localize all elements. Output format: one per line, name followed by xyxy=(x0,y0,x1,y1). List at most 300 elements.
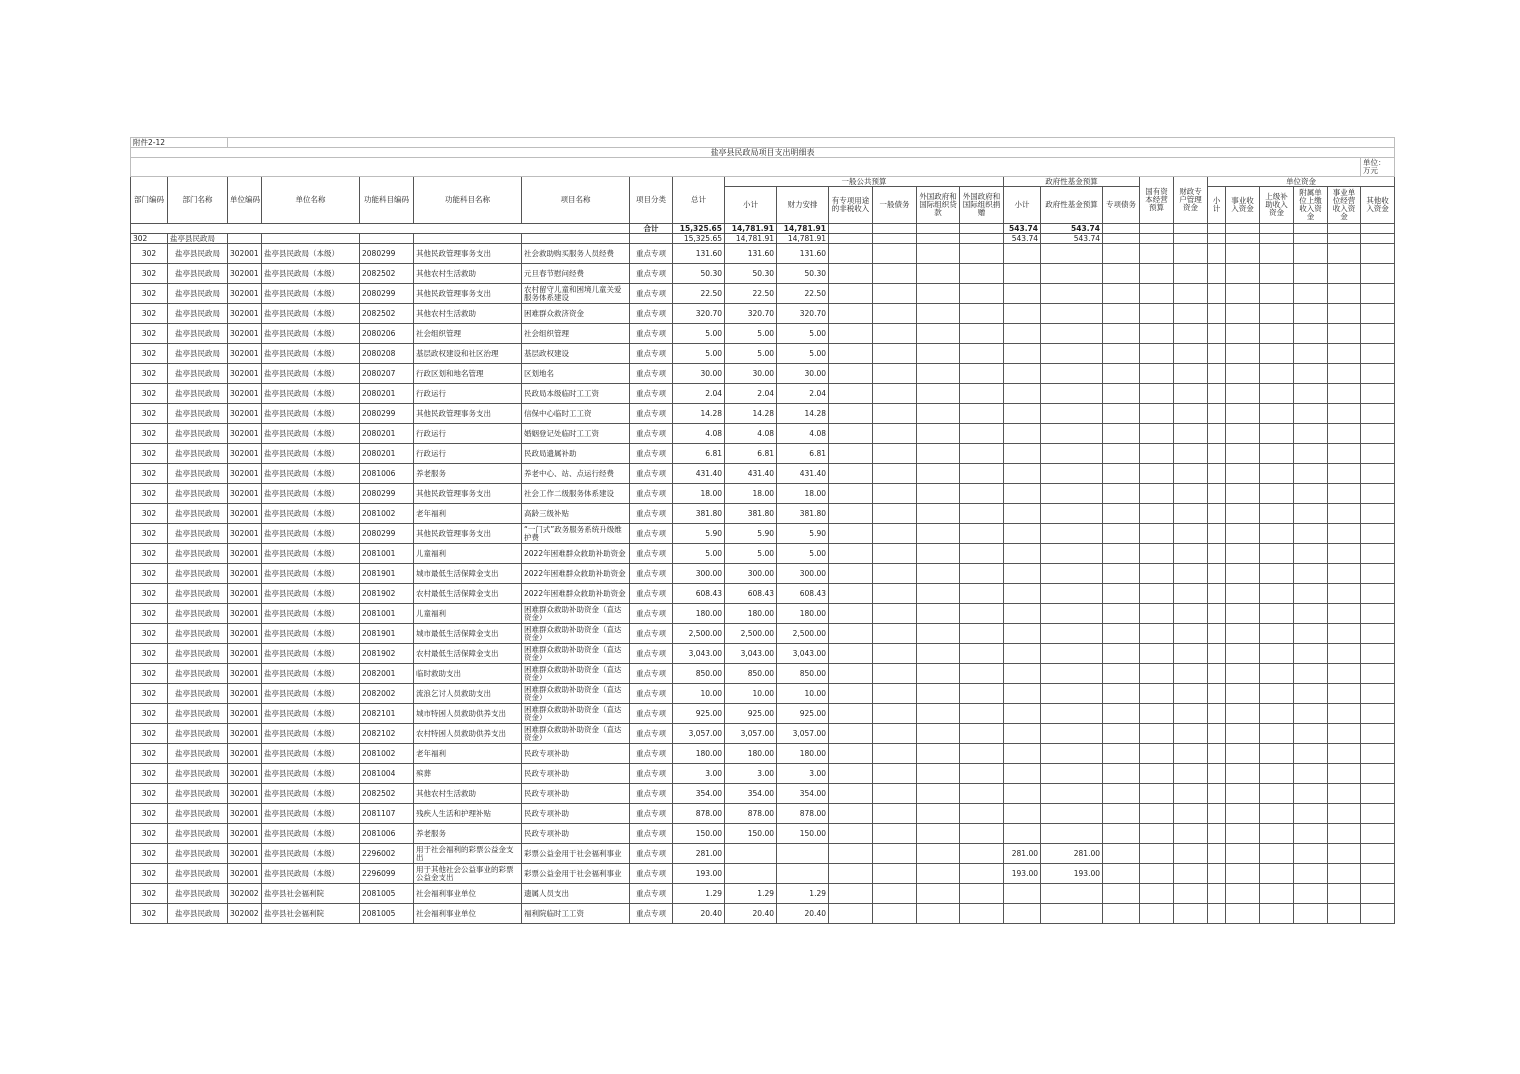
empty-cell xyxy=(1260,424,1294,444)
dept-code: 302 xyxy=(131,464,168,484)
empty-cell xyxy=(1226,504,1260,524)
empty-cell xyxy=(1361,544,1395,564)
empty-cell xyxy=(1174,264,1208,284)
amount-subtotal: 3,057.00 xyxy=(725,724,777,744)
func-code: 2082101 xyxy=(360,704,414,724)
empty-cell xyxy=(873,484,917,504)
dept-code: 302 xyxy=(131,284,168,304)
empty-cell xyxy=(1294,604,1328,624)
project-type: 重点专项 xyxy=(630,404,673,424)
empty-cell xyxy=(1208,804,1226,824)
empty-cell xyxy=(1208,504,1226,524)
func-name: 其他民政管理事务支出 xyxy=(414,404,522,424)
table-row xyxy=(131,884,1395,904)
amount-fund-subtotal xyxy=(1004,584,1041,604)
dept-code: 302 xyxy=(131,764,168,784)
empty-cell xyxy=(1226,564,1260,584)
unit-name: 盐亭县民政局（本级） xyxy=(262,584,360,604)
empty-cell xyxy=(829,604,873,624)
unit-name: 盐亭县民政局（本级） xyxy=(262,404,360,424)
empty-cell xyxy=(1361,684,1395,704)
amount-fund xyxy=(1041,424,1103,444)
amount-total: 2.04 xyxy=(673,384,725,404)
empty-cell xyxy=(960,764,1004,784)
empty-cell xyxy=(917,404,960,424)
empty-cell xyxy=(960,304,1004,324)
empty-cell xyxy=(1328,624,1361,644)
amount-total: 30.00 xyxy=(673,364,725,384)
amount-fin: 2,500.00 xyxy=(777,624,829,644)
empty-cell xyxy=(960,744,1004,764)
empty-cell xyxy=(1328,744,1361,764)
empty-cell xyxy=(1328,764,1361,784)
unit-code: 302001 xyxy=(228,844,262,864)
amount-fin: 320.70 xyxy=(777,304,829,324)
empty-cell xyxy=(1174,664,1208,684)
empty-cell xyxy=(1103,304,1140,324)
amount-fund-subtotal xyxy=(1004,504,1041,524)
empty-cell xyxy=(1361,664,1395,684)
empty-cell xyxy=(917,464,960,484)
project-type: 重点专项 xyxy=(630,464,673,484)
empty-cell xyxy=(1103,544,1140,564)
empty-cell xyxy=(873,604,917,624)
project-type: 重点专项 xyxy=(630,284,673,304)
empty-cell xyxy=(1140,664,1174,684)
empty-cell xyxy=(1294,804,1328,824)
amount-fund-subtotal xyxy=(1004,784,1041,804)
empty-cell xyxy=(917,844,960,864)
amount-fin: 878.00 xyxy=(777,804,829,824)
empty-cell xyxy=(873,704,917,724)
dept-name: 盐亭县民政局 xyxy=(168,704,228,724)
empty-cell xyxy=(1140,364,1174,384)
table-row xyxy=(131,704,1395,724)
total-amount: 15,325.65 xyxy=(673,224,725,234)
dept-name: 盐亭县民政局 xyxy=(168,744,228,764)
func-name: 农村最低生活保障金支出 xyxy=(414,644,522,664)
empty-cell xyxy=(1226,644,1260,664)
project-name: 福利院临时工工资 xyxy=(522,904,630,924)
unit-name: 盐亭县民政局（本级） xyxy=(262,444,360,464)
unit-code: 302001 xyxy=(228,384,262,404)
project-type: 重点专项 xyxy=(630,844,673,864)
unit-name: 盐亭县民政局（本级） xyxy=(262,764,360,784)
empty-cell xyxy=(1361,424,1395,444)
func-code: 2080299 xyxy=(360,404,414,424)
amount-total: 3,057.00 xyxy=(673,724,725,744)
amount-total: 20.40 xyxy=(673,904,725,924)
empty-cell xyxy=(1174,884,1208,904)
empty-cell xyxy=(1361,384,1395,404)
empty-cell xyxy=(1294,264,1328,284)
amount-fin: 5.90 xyxy=(777,524,829,544)
empty-cell xyxy=(829,904,873,924)
func-code: 2080207 xyxy=(360,364,414,384)
amount-fund xyxy=(1041,804,1103,824)
table-row xyxy=(131,284,1395,304)
empty-cell xyxy=(1103,844,1140,864)
project-name: 困难群众救济资金 xyxy=(522,304,630,324)
unit-code: 302001 xyxy=(228,464,262,484)
amount-total: 850.00 xyxy=(673,664,725,684)
empty-cell xyxy=(1103,404,1140,424)
empty-cell xyxy=(1328,364,1361,384)
project-type: 重点专项 xyxy=(630,384,673,404)
dept-name: 盐亭县民政局 xyxy=(168,684,228,704)
empty-cell xyxy=(1294,724,1328,744)
empty-cell xyxy=(1328,604,1361,624)
empty-cell xyxy=(960,244,1004,264)
func-name: 其他民政管理事务支出 xyxy=(414,484,522,504)
empty-cell xyxy=(873,424,917,444)
empty-cell xyxy=(960,284,1004,304)
empty-cell xyxy=(1294,284,1328,304)
empty-cell xyxy=(1328,684,1361,704)
dept-name: 盐亭县民政局 xyxy=(168,364,228,384)
project-type: 重点专项 xyxy=(630,264,673,284)
amount-subtotal: 50.30 xyxy=(725,264,777,284)
amount-total: 281.00 xyxy=(673,844,725,864)
empty-cell xyxy=(873,404,917,424)
dept-row xyxy=(131,234,1395,244)
project-type: 重点专项 xyxy=(630,724,673,744)
dept-name: 盐亭县民政局 xyxy=(168,564,228,584)
empty-cell xyxy=(1208,284,1226,304)
empty-cell xyxy=(1226,784,1260,804)
empty-cell xyxy=(1361,884,1395,904)
empty-cell xyxy=(960,424,1004,444)
empty-cell xyxy=(1140,644,1174,664)
dept-name: 盐亭县民政局 xyxy=(168,824,228,844)
amount-fund-subtotal xyxy=(1004,744,1041,764)
func-code: 2080299 xyxy=(360,244,414,264)
dept-code: 302 xyxy=(131,564,168,584)
empty-cell xyxy=(1208,744,1226,764)
empty-cell xyxy=(917,604,960,624)
amount-fund-subtotal xyxy=(1004,384,1041,404)
empty-cell xyxy=(1260,244,1294,264)
empty-cell xyxy=(960,844,1004,864)
amount-fund-subtotal xyxy=(1004,824,1041,844)
amount-fin: 6.81 xyxy=(777,444,829,464)
empty-cell xyxy=(1260,604,1294,624)
dept-fund: 543.74 xyxy=(1041,234,1103,244)
empty-cell xyxy=(873,624,917,644)
project-name: 社会救助购买服务人员经费 xyxy=(522,244,630,264)
table-row xyxy=(131,344,1395,364)
empty-cell xyxy=(829,764,873,784)
amount-fund: 193.00 xyxy=(1041,864,1103,884)
amount-fin: 381.80 xyxy=(777,504,829,524)
empty-cell xyxy=(960,624,1004,644)
empty-cell xyxy=(829,704,873,724)
table-row xyxy=(131,764,1395,784)
func-code: 2082001 xyxy=(360,664,414,684)
dept-code: 302 xyxy=(131,804,168,824)
empty-cell xyxy=(1361,844,1395,864)
empty-cell xyxy=(1140,724,1174,744)
col-header: 其他收入资金 xyxy=(1361,187,1395,224)
empty-cell xyxy=(1361,644,1395,664)
empty-cell xyxy=(1294,524,1328,544)
dept-code: 302 xyxy=(131,904,168,924)
amount-fund xyxy=(1041,484,1103,504)
empty-cell xyxy=(1140,564,1174,584)
amount-total: 381.80 xyxy=(673,504,725,524)
empty-cell xyxy=(1328,264,1361,284)
empty-cell xyxy=(873,344,917,364)
func-code: 2296099 xyxy=(360,864,414,884)
unit-code: 302001 xyxy=(228,744,262,764)
dept-code: 302 xyxy=(131,604,168,624)
empty-cell xyxy=(917,884,960,904)
func-code: 2081005 xyxy=(360,884,414,904)
empty-cell xyxy=(1103,664,1140,684)
dept-total: 15,325.65 xyxy=(673,234,725,244)
project-name: 社会工作二级服务体系建设 xyxy=(522,484,630,504)
table-row xyxy=(131,404,1395,424)
empty-cell xyxy=(829,664,873,684)
project-name: 民政专项补助 xyxy=(522,764,630,784)
func-code: 2080299 xyxy=(360,524,414,544)
empty-cell xyxy=(1174,324,1208,344)
unit-name: 盐亭县民政局（本级） xyxy=(262,784,360,804)
amount-total: 5.00 xyxy=(673,324,725,344)
amount-total: 925.00 xyxy=(673,704,725,724)
unit-code: 302001 xyxy=(228,284,262,304)
project-type: 重点专项 xyxy=(630,684,673,704)
func-name: 用于其他社会公益事业的彩票公益金支出 xyxy=(414,864,522,884)
empty-cell xyxy=(1140,244,1174,264)
amount-total: 878.00 xyxy=(673,804,725,824)
project-type: 重点专项 xyxy=(630,644,673,664)
table-row xyxy=(131,524,1395,544)
unit-code: 302001 xyxy=(228,344,262,364)
empty-cell xyxy=(1361,724,1395,744)
dept-name: 盐亭县民政局 xyxy=(168,484,228,504)
unit-name: 盐亭县民政局（本级） xyxy=(262,464,360,484)
dept-name: 盐亭县民政局 xyxy=(168,884,228,904)
empty-cell xyxy=(960,344,1004,364)
empty-cell xyxy=(829,324,873,344)
amount-subtotal: 150.00 xyxy=(725,824,777,844)
func-code: 2081001 xyxy=(360,604,414,624)
amount-fund-subtotal xyxy=(1004,264,1041,284)
amount-fund-subtotal: 281.00 xyxy=(1004,844,1041,864)
empty-cell xyxy=(960,784,1004,804)
empty-cell xyxy=(1208,304,1226,324)
amount-total: 431.40 xyxy=(673,464,725,484)
dept-code: 302 xyxy=(131,824,168,844)
amount-fund-subtotal xyxy=(1004,284,1041,304)
empty-cell xyxy=(1361,604,1395,624)
group-header-fund: 政府性基金预算 xyxy=(1004,177,1140,187)
empty-cell xyxy=(873,244,917,264)
func-name: 行政运行 xyxy=(414,424,522,444)
project-type: 重点专项 xyxy=(630,244,673,264)
func-code: 2082002 xyxy=(360,684,414,704)
empty-cell xyxy=(1140,824,1174,844)
amount-fin: 2.04 xyxy=(777,384,829,404)
empty-cell xyxy=(1226,284,1260,304)
empty-cell xyxy=(1226,604,1260,624)
dept-code: 302 xyxy=(131,704,168,724)
project-expense-table xyxy=(130,137,1395,924)
amount-fund xyxy=(1041,244,1103,264)
empty-cell xyxy=(1328,524,1361,544)
unit-code: 302001 xyxy=(228,444,262,464)
func-code: 2081006 xyxy=(360,824,414,844)
empty-cell xyxy=(1226,324,1260,344)
project-type: 重点专项 xyxy=(630,904,673,924)
func-name: 其他农村生活救助 xyxy=(414,784,522,804)
empty-cell xyxy=(1260,564,1294,584)
empty-cell xyxy=(1208,524,1226,544)
table-title: 盐亭县民政局项目支出明细表 xyxy=(131,148,1395,158)
empty-cell xyxy=(1361,344,1395,364)
unit-code: 302001 xyxy=(228,524,262,544)
project-type: 重点专项 xyxy=(630,604,673,624)
amount-subtotal: 1.29 xyxy=(725,884,777,904)
empty-cell xyxy=(1174,784,1208,804)
empty-cell xyxy=(1361,904,1395,924)
dept-name: 盐亭县民政局 xyxy=(168,264,228,284)
func-name: 老年福利 xyxy=(414,744,522,764)
project-name: 民政专项补助 xyxy=(522,824,630,844)
col-header: 单位编码 xyxy=(228,177,262,224)
empty-cell xyxy=(1208,324,1226,344)
unit-name: 盐亭县民政局（本级） xyxy=(262,424,360,444)
col-header: 政府性基金预算 xyxy=(1041,187,1103,224)
project-name: 民政局本级临时工工资 xyxy=(522,384,630,404)
project-name: “一门式”政务服务系统升级维护费 xyxy=(522,524,630,544)
empty-cell xyxy=(960,664,1004,684)
col-header: 小计 xyxy=(1208,187,1226,224)
empty-cell xyxy=(1226,444,1260,464)
empty-cell xyxy=(1226,424,1260,444)
dept-name: 盐亭县民政局 xyxy=(168,234,228,244)
empty-cell xyxy=(917,304,960,324)
project-name: 困难群众救助补助资金（直达资金） xyxy=(522,624,630,644)
amount-fund-subtotal xyxy=(1004,644,1041,664)
empty-cell xyxy=(960,864,1004,884)
amount-fin: 5.00 xyxy=(777,544,829,564)
project-type: 重点专项 xyxy=(630,744,673,764)
amount-total: 14.28 xyxy=(673,404,725,424)
unit-code: 302001 xyxy=(228,244,262,264)
table-row xyxy=(131,784,1395,804)
amount-subtotal: 300.00 xyxy=(725,564,777,584)
empty-cell xyxy=(1328,504,1361,524)
amount-fund xyxy=(1041,504,1103,524)
project-name: 2022年困难群众救助补助资金 xyxy=(522,584,630,604)
project-name: 困难群众救助补助资金（直达资金） xyxy=(522,704,630,724)
empty-cell xyxy=(917,904,960,924)
func-code: 2080299 xyxy=(360,484,414,504)
empty-cell xyxy=(1260,624,1294,644)
empty-cell xyxy=(1361,624,1395,644)
func-code: 2081901 xyxy=(360,624,414,644)
empty-cell xyxy=(1361,304,1395,324)
func-name: 基层政权建设和社区治理 xyxy=(414,344,522,364)
empty-cell xyxy=(873,304,917,324)
empty-cell xyxy=(1361,804,1395,824)
empty-cell xyxy=(1294,484,1328,504)
empty-cell xyxy=(1208,784,1226,804)
dept-code: 302 xyxy=(131,644,168,664)
empty-cell xyxy=(960,484,1004,504)
dept-name: 盐亭县民政局 xyxy=(168,644,228,664)
empty-cell xyxy=(1328,864,1361,884)
empty-cell xyxy=(1328,904,1361,924)
amount-subtotal xyxy=(725,864,777,884)
amount-total: 2,500.00 xyxy=(673,624,725,644)
amount-fund-subtotal xyxy=(1004,544,1041,564)
empty-cell xyxy=(1208,444,1226,464)
amount-total: 193.00 xyxy=(673,864,725,884)
project-type: 重点专项 xyxy=(630,624,673,644)
func-name: 儿童福利 xyxy=(414,604,522,624)
empty-cell xyxy=(829,544,873,564)
amount-fund-subtotal xyxy=(1004,364,1041,384)
col-header: 有专项用途的非税收入 xyxy=(829,187,873,224)
amount-subtotal: 3.00 xyxy=(725,764,777,784)
amount-fin: 300.00 xyxy=(777,564,829,584)
empty-cell xyxy=(1174,644,1208,664)
amount-total: 180.00 xyxy=(673,744,725,764)
empty-cell xyxy=(1294,444,1328,464)
amount-total: 150.00 xyxy=(673,824,725,844)
unit-name: 盐亭县民政局（本级） xyxy=(262,484,360,504)
empty-cell xyxy=(1226,544,1260,564)
func-name: 行政运行 xyxy=(414,384,522,404)
empty-cell xyxy=(829,824,873,844)
unit-name: 盐亭县民政局（本级） xyxy=(262,804,360,824)
empty-cell xyxy=(960,704,1004,724)
amount-subtotal: 3,043.00 xyxy=(725,644,777,664)
col-header: 项目名称 xyxy=(522,177,630,224)
dept-code: 302 xyxy=(131,324,168,344)
amount-subtotal: 431.40 xyxy=(725,464,777,484)
empty-cell xyxy=(1260,704,1294,724)
empty-cell xyxy=(1174,564,1208,584)
empty-cell xyxy=(1103,604,1140,624)
empty-cell xyxy=(917,804,960,824)
empty-cell xyxy=(960,564,1004,584)
amount-total: 5.00 xyxy=(673,544,725,564)
empty-cell xyxy=(829,424,873,444)
empty-cell xyxy=(1103,344,1140,364)
empty-cell xyxy=(1103,824,1140,844)
amount-fund-subtotal xyxy=(1004,484,1041,504)
project-name: 2022年困难群众救助补助资金 xyxy=(522,544,630,564)
empty-cell xyxy=(1208,344,1226,364)
empty-cell xyxy=(1208,584,1226,604)
empty-cell xyxy=(1103,724,1140,744)
empty-cell xyxy=(1174,864,1208,884)
empty-cell xyxy=(1174,764,1208,784)
func-code: 2080201 xyxy=(360,444,414,464)
func-code: 2081002 xyxy=(360,504,414,524)
empty-cell xyxy=(1103,484,1140,504)
table-row xyxy=(131,684,1395,704)
unit-name: 盐亭县社会福利院 xyxy=(262,904,360,924)
empty-cell xyxy=(1226,904,1260,924)
func-name: 其他农村生活救助 xyxy=(414,264,522,284)
col-header: 财政专户管理资金 xyxy=(1174,177,1208,224)
amount-fund xyxy=(1041,704,1103,724)
